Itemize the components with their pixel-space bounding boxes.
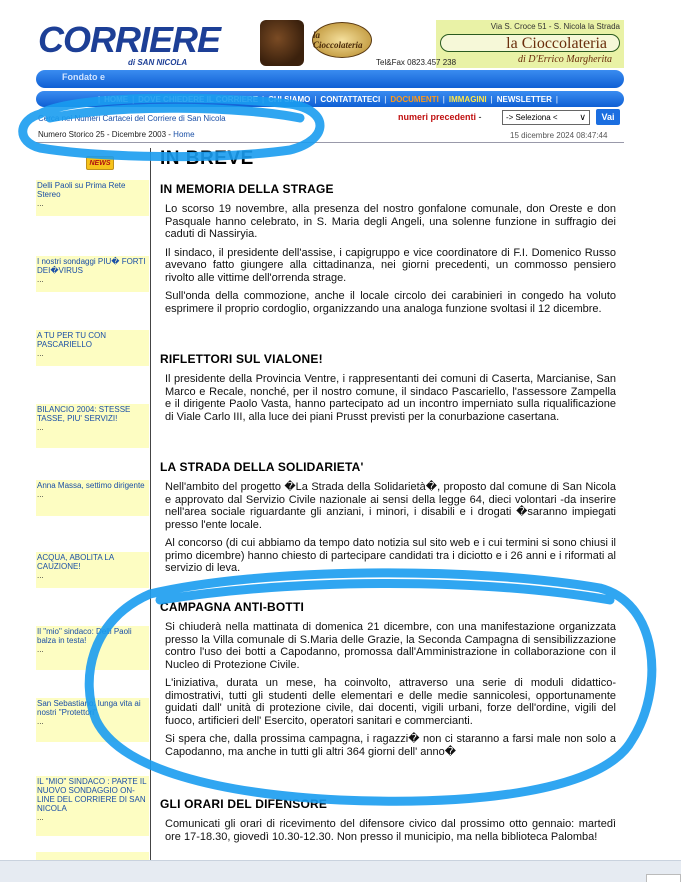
news-badge: NEWS: [86, 156, 114, 170]
sidebar-news-item[interactable]: [36, 626, 149, 670]
nav-home[interactable]: HOME: [104, 94, 129, 104]
article-paragraph: Sull'onda della commozione, anche il locale circolo dei carabinieri in congedo ha voluto esprimere il proprio cordoglio, organizzando una analoga funzione svoltasi il 12 dicembre.: [165, 290, 616, 315]
home-link[interactable]: Home: [173, 130, 195, 139]
logo-subtitle: di SAN NICOLA: [128, 58, 188, 67]
article-section: [160, 460, 618, 581]
article-paragraph: Lo scorso 19 novembre, alla presenza del nostro gonfalone comunale, don Oreste e don Pasquale hanno celebrato, in S. Maria degli Angeli, una solenne funzione in suffragio dei caduti di Nassiryia.: [165, 203, 616, 240]
sidebar-news-more[interactable]: ...: [37, 423, 44, 432]
divider: [36, 142, 624, 143]
sidebar-news-more[interactable]: ...: [37, 490, 44, 499]
sidebar-news-more[interactable]: ...: [37, 571, 44, 580]
article-paragraph: Al concorso (di cui abbiamo da tempo dato notizia sul sito web e i cui termini si sono chiusi il primo dicembre) hanno chiesto di partecipare candidati tra i diciotto e i 26 anni e i riformati al servizio di leva.: [165, 537, 616, 574]
sidebar-news-more[interactable]: ...: [37, 717, 44, 726]
article-section: [160, 182, 618, 321]
article-heading: IN MEMORIA DELLA STRAGE: [160, 182, 334, 196]
article-paragraph: Comunicati gli orari di ricevimento del difensore civico dal prossimo otto gennaio: martedì ore 17-18.30, giovedì 10.30-12.30. Non presso il municipio, ma nella biblioteca Palomba!: [165, 818, 616, 843]
sidebar-news-title[interactable]: Delli Paoli su Prima Rete Stereo: [37, 181, 126, 199]
cioccolateria-round-logo: [312, 22, 372, 58]
article-paragraph: L'iniziativa, durata un mese, ha coinvolto, attraverso una serie di moduli didattico-dimostrativi, tutti gli studenti delle elementari e delle medie sannicolesi, opportunamente guidati dall' unità di protezione civile, dai docenti, vigili urbani, forze dell'ordine, vigili del fuoco, artificieri dell' Esercito, operatori sanitari e commercianti.: [165, 677, 616, 727]
nav-chi-siamo[interactable]: CHI SIAMO: [268, 94, 311, 104]
numeri-precedenti-label: [398, 112, 482, 122]
numeri-precedenti-select[interactable]: [502, 110, 590, 125]
sidebar-news-title[interactable]: Il "mio" sindaco: Delli Paoli balza in testa!: [37, 627, 132, 645]
top-blue-bar: [36, 70, 624, 88]
corriere-logo[interactable]: [36, 19, 221, 67]
browser-bottom-strip: [0, 860, 681, 882]
cerca-numeri-cartacei-link[interactable]: Cerca nei Numeri Cartacei del Corriere di San Nicola: [38, 114, 226, 123]
article-paragraph: Il sindaco, il presidente dell'assise, i capigruppo e vice coordinatore di F.I. Domenico Russo avevano fatto giungere alla cittadinanza, nei giorni precedenti, un commosso pensiero rivolto alle vittime dell'orrenda strage.: [165, 246, 616, 284]
sidebar-news-item[interactable]: [36, 698, 149, 742]
sidebar-news-item[interactable]: [36, 404, 149, 448]
chocolate-photo: [260, 20, 304, 66]
cioccolateria-banner[interactable]: [436, 20, 624, 68]
sidebar-news-more[interactable]: ...: [37, 349, 44, 358]
vai-button[interactable]: Vai: [596, 109, 620, 125]
numeri-precedenti-dash: -: [476, 112, 482, 122]
sidebar-news-item[interactable]: [36, 180, 149, 216]
article-paragraph: Si chiuderà nella mattinata di domenica 21 dicembre, con una manifestazione organizzata presso la Villa comunale di S.Maria delle Grazie, la Seconda Campagna di sensibilizzazione contro l'uso dei botti a Capodanno, promossa dall'Amministrazione in collaborazione con il Nucleo di Protezione Civile.: [165, 621, 616, 671]
sidebar-news-more[interactable]: ...: [37, 645, 44, 654]
numero-storico: [38, 130, 195, 139]
cioccolateria-owner: di D'Errico Margherita: [518, 54, 612, 65]
cioccolateria-telephone: Tel&Fax 0823.457 238: [376, 58, 457, 67]
cioccolateria-name: la Cioccolateria: [440, 34, 620, 52]
article-heading: GLI ORARI DEL DIFENSORE: [160, 797, 328, 811]
sidebar-news-item[interactable]: [36, 330, 149, 366]
news-sidebar: [36, 148, 149, 868]
cioccolateria-round-logo-text: la Cioccolateria: [313, 30, 363, 50]
sidebar-news-item[interactable]: [36, 480, 149, 516]
nav-documenti[interactable]: DOCUMENTI: [390, 94, 439, 104]
logo-text: CORRIERE: [38, 19, 221, 60]
article-paragraph: Si spera che, dalla prossima campagna, i ragazzi� non ci staranno a farsi male non solo a Capodanno, ma anche in tutti gli altri 364 giorni dell' anno�: [165, 733, 616, 758]
article-heading: CAMPAGNA ANTI-BOTTI: [160, 600, 305, 614]
main-navigation: | HOME | DOVE CHIEDERE IL CORRIERE | CHI SIAMO | CONTATTATECI | DOCUMENTI | IMMAGINI | NEWSLETTER |: [36, 91, 624, 107]
sidebar-news-more[interactable]: ...: [37, 275, 44, 284]
article-paragraph: Il presidente della Provincia Ventre, i rappresentanti dei comuni di Caserta, Marcianise, San Marco e Recale, nonché, per il nostro comune, il sindaco Pascariello, l'assessore Zampella e il dirigente Paolo Vasta, hanno partecipato ad un incontro imperniato sulla riqualificazione di Viale Carlo III, alla luce dei piani Prusst previsti per la conurbazione casertana.: [165, 373, 616, 423]
sidebar-news-item[interactable]: [36, 256, 149, 292]
sidebar-news-title[interactable]: A TU PER TU CON PASCARIELLO: [37, 331, 107, 349]
founded-text: Fondato e: [62, 72, 105, 82]
sidebar-news-item[interactable]: [36, 552, 149, 588]
sidebar-news-title[interactable]: IL "MIO" SINDACO : PARTE IL NUOVO SONDAGGIO ON-LINE DEL CORRIERE DI SAN NICOLA: [37, 777, 147, 813]
sidebar-divider: [150, 148, 151, 868]
article-heading: RIFLETTORI SUL VIALONE!: [160, 352, 323, 366]
site-header: [36, 20, 624, 68]
article-paragraph: Nell'ambito del progetto �La Strada della Solidarietà�, proposto dal comune di San Nicola e approvato dal Servizio Civile nazionale ai sensi della legge 64, dieci volontari -da inserire nell'area sociale riguardante gli anziani, i minori, i disabili e i drogati �saranno impiegati presso l'ente locale.: [165, 481, 616, 531]
sidebar-news-item[interactable]: [36, 776, 149, 836]
numero-storico-text: Numero Storico 25 - Dicembre 2003 -: [38, 130, 174, 139]
nav-dove-chiedere[interactable]: DOVE CHIEDERE IL CORRIERE: [138, 94, 259, 104]
nav-immagini[interactable]: IMMAGINI: [448, 94, 487, 104]
sidebar-news-title[interactable]: San Sebastiano: lunga vita ai nostri "Protettori": [37, 699, 141, 717]
article-section: [160, 600, 618, 764]
sidebar-news-title[interactable]: ACQUA, ABOLITA LA CAUZIONE!: [37, 553, 114, 571]
article-section: [160, 352, 618, 429]
cioccolateria-address: Via S. Croce 51 - S. Nicola la Strada: [490, 22, 620, 31]
sidebar-news-title[interactable]: BILANCIO 2004: STESSE TASSE, PIU' SERVIZI!: [37, 405, 131, 423]
article-heading: LA STRADA DELLA SOLIDARIETA': [160, 460, 364, 474]
sidebar-news-more[interactable]: ...: [37, 813, 44, 822]
nav-contattateci[interactable]: CONTATTATECI: [320, 94, 381, 104]
current-datetime: 15 dicembre 2024 08:47:44: [510, 131, 608, 140]
select-value: -> Seleziona <: [506, 113, 558, 122]
page-title: IN BREVE: [160, 148, 254, 169]
bottom-corner-button[interactable]: [646, 874, 681, 882]
article-section: [160, 797, 618, 849]
chevron-down-icon: ∨: [579, 112, 586, 122]
numeri-precedenti-text: numeri precedenti: [398, 112, 477, 122]
sidebar-news-more[interactable]: ...: [37, 199, 44, 208]
sidebar-news-title[interactable]: I nostri sondaggi PIU� FORTI DEI�VIRUS: [37, 257, 146, 275]
nav-newsletter[interactable]: NEWSLETTER: [496, 94, 552, 104]
sidebar-news-title[interactable]: Anna Massa, settimo dirigente: [37, 481, 145, 490]
